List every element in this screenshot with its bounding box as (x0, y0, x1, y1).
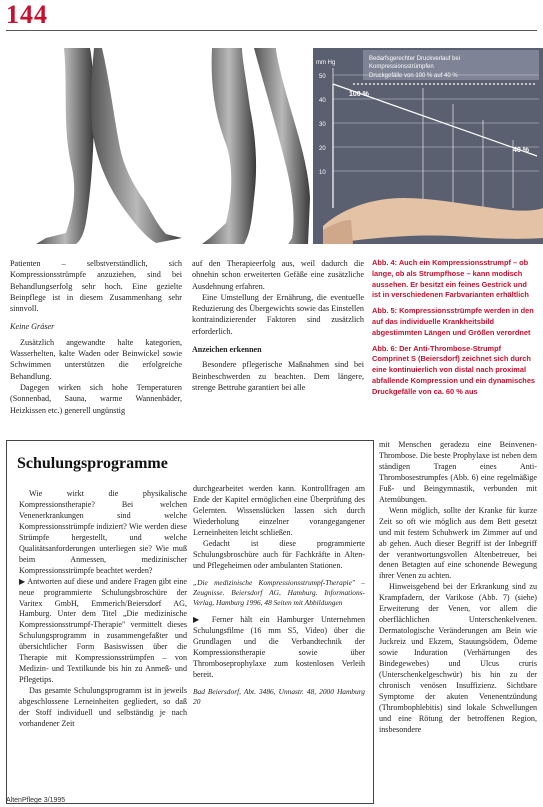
label-40-percent: 40 % (513, 147, 529, 154)
box-column-2 (193, 484, 365, 714)
label-100-percent: 100 % (349, 91, 369, 98)
legend-line-3: Druckgefälle von 100 % auf 40 % (369, 73, 458, 79)
y-tick: 50 (319, 74, 326, 80)
box-title: Schulungsprogramme (17, 455, 168, 472)
paragraph: Wenn möglich, sollte der Kranke für kurze Zeit so oft wie möglich aus dem Bett gesetzt und mit festem Schuhwerk im Zimmer auf und ab gehen. Auch dieser Begriff ist der Inbegriff der verantwortungsvollen Altenbetreuer, bei denen Betagten auf eine schonende Bewegung ihrer Venen zu achten. (379, 505, 537, 581)
reference: „Die medizinische Kompressionsstrumpf-Therapie" – Zeugnisse. Beiersdorf AG, Hamburg. Informations-Verlag, Hamburg 1996, 48 Seiten mit Abbildungen (193, 577, 365, 607)
paragraph: ▶ Ferner hält ein Hamburger Unternehmen Schulungsfilme (16 mm S5, Video) über die Grundlagen und die Verbandtechnik der Kompressionstherapie sowie über Thromboseprophylaxe zum kostenlosen Verleih bereit. (193, 615, 365, 679)
paragraph: Das gesamte Schulungsprogramm ist in jeweils abgeschlossene Lerneinheiten gegliedert, so daß der Stoff individuell und selbständig je nach vorhandener Zeit (19, 686, 187, 729)
axis-top-label: mm Hg (316, 60, 336, 66)
column-3-continuation (379, 440, 537, 736)
caption-fig-6: Abb. 6: Der Anti-Thrombose-Strumpf Comprinet S (Beiersdorf) zeichnet sich durch eine kontinuierlich von distal nach proximal abfallende Kompression und ein dynamisches Druckgefälle von ca. 60 % aus (372, 343, 536, 396)
caption-fig-4: Abb. 4: Auch ein Kompressionsstrumpf – ob lange, ob als Strumpfhose – kann modisch aussehen. Er besitzt ein feines Gestrick und ist in verschiedenen Farbvarianten erhältlich (372, 258, 529, 300)
subheading: Keine Gräser (10, 322, 55, 332)
column-1 (10, 258, 182, 416)
paragraph: Dagegen wirken sich hohe Temperaturen (Sonnenbad, Sauna, warme Wannenbäder, Heizkissen etc.) generell ungünstig (10, 382, 182, 415)
legend-line-2: Kompressionsstrümpfen (369, 64, 434, 70)
reference: Bad Beiersdorf, Abt. 3486, Unnastr. 48, 2000 Hamburg 20 (193, 686, 365, 706)
y-tick: 10 (319, 170, 326, 176)
captions-column (372, 258, 537, 403)
y-tick: 20 (319, 146, 326, 152)
paragraph: Zusätzlich angewandte halte kategorien, Wasserhelten, kalte Waden oder Beinwickel sowie Schwimmen unterstützen die erfolgreiche Behandlung. (10, 337, 182, 381)
paragraph: Gedacht ist diese programmierte Schulungsbroschüre auch für Fachkräfte in Alten- und Pflegeheimen oder ambulanten Stationen. (193, 538, 365, 570)
paragraph: auf den Therapieerfolg aus, weil dadurch die ohnehin schon erweiterten Gefäße eine zusätzliche Ausdehnung erfahren. (192, 259, 364, 291)
box-column-1 (19, 489, 187, 730)
caption-fig-5: Abb. 5: Kompressionsstrümpfe werden in den auf das individuelle Krankheitsbild abgestimmten Längen und Größen verordnet (372, 306, 534, 337)
top-rule (6, 30, 537, 31)
y-tick: 40 (319, 98, 326, 104)
y-tick: 30 (319, 122, 326, 128)
page-number: 144 (6, 0, 48, 29)
paragraph: ▶ Antworten auf diese und andere Fragen gibt eine neue programmierte Schulungsbroschüre der Varitex GmbH, Emmerich/Beiersdorf AG, Hamburg. Unter dem Titel „Die medizinische Kompressionsstrumpf-Therapie" vermittelt dieses Schulungsprogramm in zusammengefaßter und übersichtlicher Form Basiswissen über die Therapie mit Kompressionsstrümpfen – von Medizin- und Textilkunde bis hin zu Anmeß- und Pflegetips. (19, 576, 187, 685)
info-box-schulungsprogramme (6, 440, 374, 804)
paragraph: Hinweisgebend bei der Erkrankung sind zu Krampfadern, der Varikose (Abb. 7) (siehe) Erweiterung der Venen, vor allem die oberflächlichen Unterschenkelvenen. Dermatologische Veränderungen am Bein wie Juckreiz und Ekzem, Stauungsödem, Ödeme sowie Induration (Verhärtungen des Bindegewebes) und Ulcus cruris (Unterschenkelgeschwür) bis hin zu der chronisch venösen Insuffizienz. Sichtbare Symptome der akuten Venenentzündung (Thrombophlebitis) sind lokale Schwellungen und eine Rötung der betroffenen Region, insbesondere (379, 582, 537, 734)
pressure-gradient-figure (313, 48, 543, 244)
photo-legs-stockings (6, 48, 186, 244)
footer: AltenPflege 3/1995 (6, 797, 66, 804)
paragraph: Wie wirkt die physikalische Kompressionstherapie? Bei welchen Venenerkrankungen sind welche Kompressionsstrümpfe indiziert? Wie werden diese Strümpfe hergestellt, und welche Qualitätsanforderungen unterliegen sie? Wie muß beim Anmessen, medizinischer Kompressionsstrümpfe beachtet werden? (19, 489, 187, 575)
paragraph: mit Menschen geradezu eine Beinvenen-Thrombose. Die beste Prophylaxe ist neben dem ständigen Tragen eines Anti-Thrombosestrumpfes (Abb. 6) eine regelmäßige Fuß- und Beingymnastik, verbunden mit Atemübungen. (379, 440, 537, 504)
paragraph: Patienten – selbstverständlich, sich Kompressionsstrümpfe anzuziehen, sind bei Behandlungserfolg sehr hoch. Eine gezielte Beinpflege ist in diesem Zusammenhang sehr sinnvoll. (10, 259, 182, 314)
paragraph: Besondere pflegerische Maßnahmen sind bei Beinbeschwerden zu beachten. Dem längere, strenge Bettruhe garantiert bei alle (192, 360, 364, 392)
legend-line-1: Bedarfsgerechter Druckverlauf bei (369, 56, 461, 62)
paragraph: durchgearbeitet werden kann. Kontrollfragen am Ende der Kapitel ermöglichen eine Überprüfung des Gelernten. Wissenslücken lassen sich durch Wiederholung einzelner vorangegangener Lerneinheiten leicht schließen. (193, 484, 365, 537)
subheading: Anzeichen erkennen (192, 345, 262, 355)
column-2 (192, 258, 364, 393)
photo-leg-stocking (192, 48, 310, 244)
paragraph: Eine Umstellung der Ernährung, die eventuelle Reduzierung des Übergewichts sowie das Einstellen kontraindizierender Faktoren sind zusätzlich erforderlich. (192, 292, 364, 336)
